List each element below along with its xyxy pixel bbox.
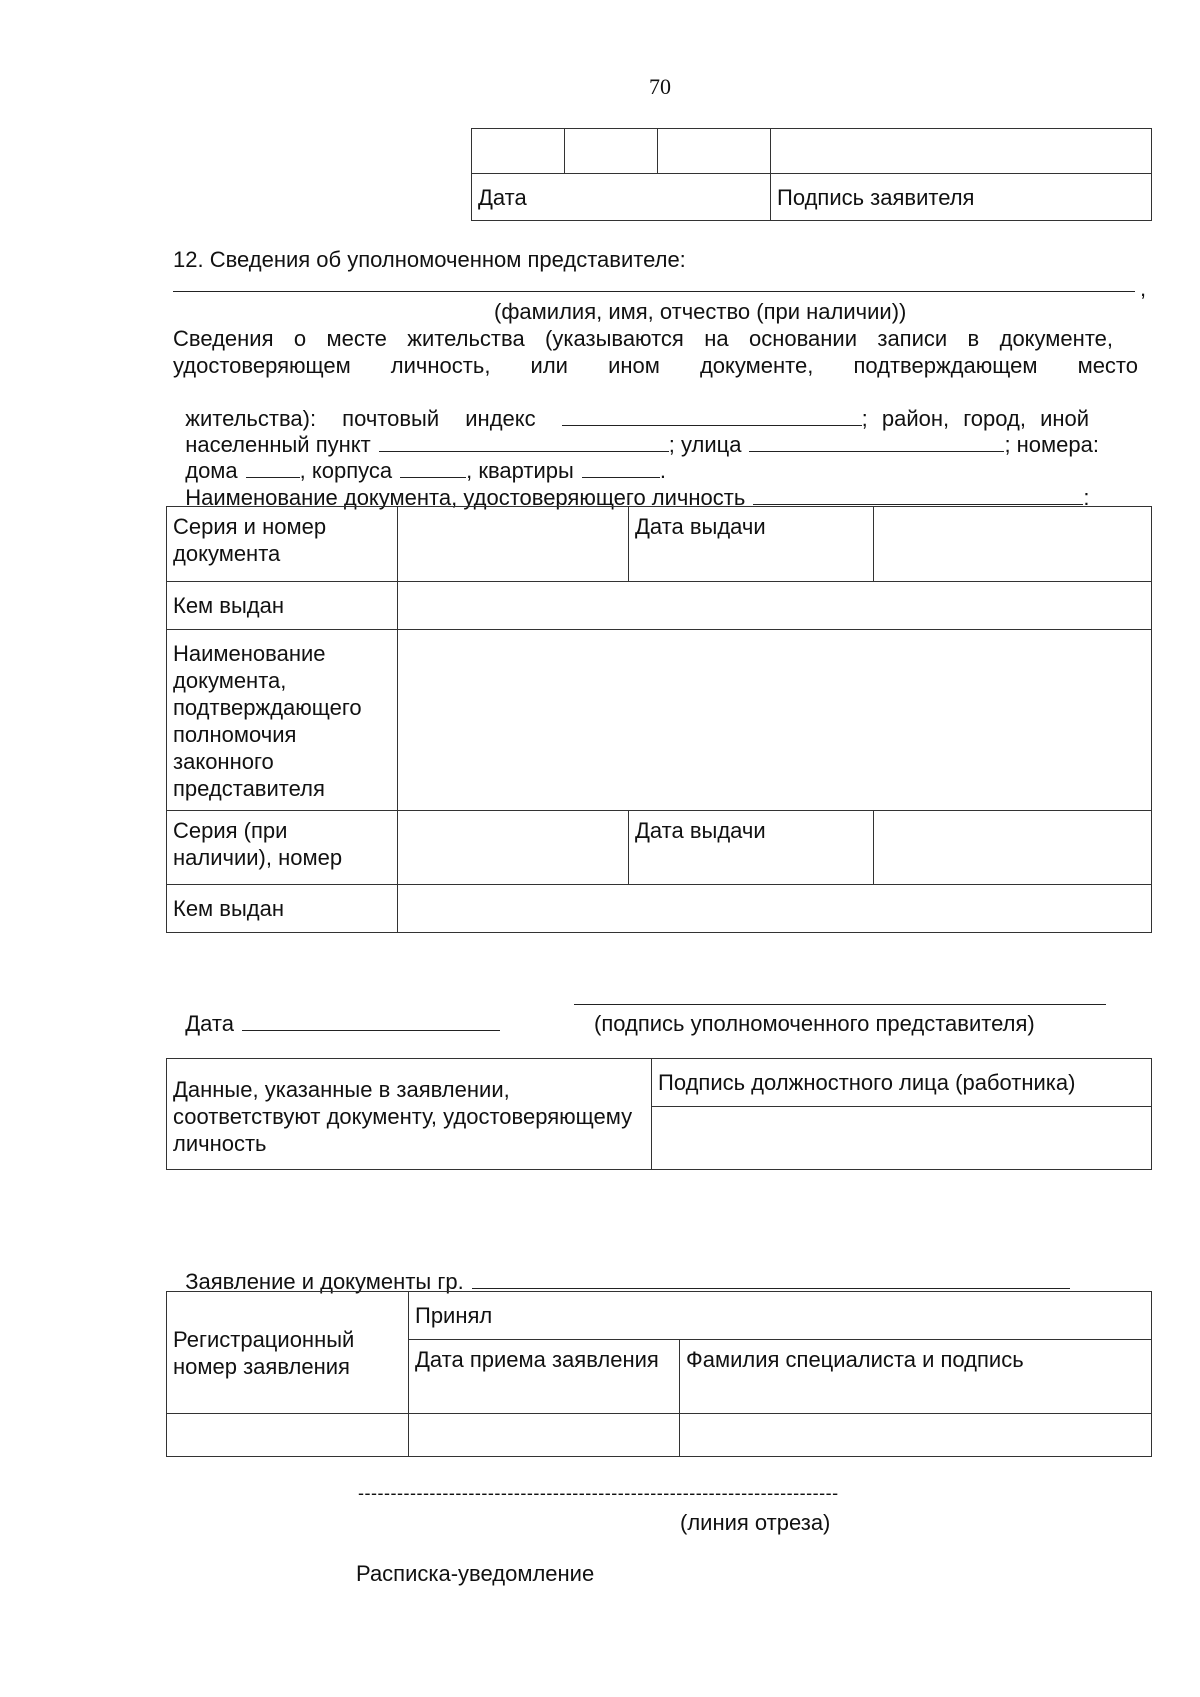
applicant-signature-label: Подпись заявителя xyxy=(771,174,1152,221)
issued-by-label: Кем выдан xyxy=(167,582,398,630)
accept-date-label: Дата приема заявления xyxy=(409,1340,680,1414)
series-optional-number-label: Серия (при наличии), номер xyxy=(167,811,398,885)
specialist-label: Фамилия специалиста и подпись xyxy=(680,1340,1152,1414)
postal-index-label: жительства): почтовый индекс xyxy=(185,406,536,431)
id-document-field[interactable] xyxy=(753,484,1083,505)
signature-date-label: Дата xyxy=(185,1011,234,1036)
representative-fio-line[interactable] xyxy=(173,291,1135,292)
cut-line: -------------------------------------------------------------------------- xyxy=(358,1483,839,1503)
cut-caption: (линия отреза) xyxy=(680,1510,831,1535)
series-optional-number-field[interactable] xyxy=(398,811,629,885)
house-label: дома xyxy=(185,458,238,483)
issue-date-label: Дата выдачи xyxy=(629,507,874,582)
verification-table xyxy=(166,1058,1152,1170)
section-12-heading: 12. Сведения об уполномоченном представителе: xyxy=(173,247,686,272)
fio-caption: (фамилия, имя, отчество (при наличии)) xyxy=(494,299,907,324)
application-line xyxy=(173,1241,1070,1295)
registration-table xyxy=(166,1291,1152,1457)
building-label: , корпуса xyxy=(299,458,393,483)
application-label: Заявление и документы гр. xyxy=(185,1269,464,1294)
issued-by-2-field[interactable] xyxy=(398,885,1152,933)
date-cell-1[interactable] xyxy=(472,129,565,174)
issued-by-2-label: Кем выдан xyxy=(167,885,398,933)
reg-number-label: Регистрационный номер заявления xyxy=(167,1292,409,1414)
street-label: ; улица xyxy=(668,432,742,457)
id-document-end: : xyxy=(1083,485,1090,510)
series-number-field[interactable] xyxy=(398,507,629,582)
authority-document-label: Наименование документа, подтверждающего полномочия законного представителя xyxy=(167,630,398,811)
receipt-title: Расписка-уведомление xyxy=(356,1561,595,1586)
specialist-field[interactable] xyxy=(680,1414,1152,1457)
rep-signature-line[interactable] xyxy=(574,1004,1106,1005)
fio-comma: , xyxy=(1140,276,1147,301)
date-cell-2[interactable] xyxy=(565,129,658,174)
residence-text-line-1: Сведения о месте жительства (указываются на основании записи в документе, xyxy=(173,326,1113,351)
authority-document-field[interactable] xyxy=(398,630,1152,811)
id-document-table xyxy=(166,506,1152,933)
signature-date-field[interactable] xyxy=(242,1010,500,1031)
signature-cell[interactable] xyxy=(771,129,1152,174)
id-document-line xyxy=(173,457,1089,511)
signature-date-row xyxy=(173,983,500,1037)
page-number: 70 xyxy=(649,74,671,99)
locality-label: населенный пункт xyxy=(185,432,371,457)
street-field[interactable] xyxy=(749,431,1004,452)
issue-date-2-field[interactable] xyxy=(874,811,1152,885)
data-matches-label: Данные, указанные в заявлении, соответствуют документу, удостоверяющему личность xyxy=(167,1059,652,1170)
issue-date-2-label: Дата выдачи xyxy=(629,811,874,885)
official-signature-field[interactable] xyxy=(652,1107,1152,1170)
reg-number-field[interactable] xyxy=(167,1414,409,1457)
accepted-label: Принял xyxy=(409,1292,1152,1340)
district-city-label: ; район, город, иной xyxy=(861,406,1090,431)
issued-by-field[interactable] xyxy=(398,582,1152,630)
numbers-label: ; номера: xyxy=(1004,432,1099,457)
residence-end: . xyxy=(659,458,666,483)
accept-date-field[interactable] xyxy=(409,1414,680,1457)
series-number-label: Серия и номер документа xyxy=(167,507,398,582)
rep-signature-caption: (подпись уполномоченного представителя) xyxy=(594,1011,1035,1036)
official-signature-label: Подпись должностного лица (работника) xyxy=(652,1059,1152,1107)
id-document-label: Наименование документа, удостоверяющего личность xyxy=(185,485,746,510)
applicant-name-field[interactable] xyxy=(472,1268,1070,1289)
issue-date-field[interactable] xyxy=(874,507,1152,582)
apartment-label: , квартиры xyxy=(466,458,574,483)
residence-text-line-2: удостоверяющем личность, или ином документе, подтверждающем место xyxy=(173,353,1138,378)
applicant-signature-table xyxy=(471,128,1152,221)
date-label: Дата xyxy=(472,174,771,221)
date-cell-3[interactable] xyxy=(658,129,771,174)
